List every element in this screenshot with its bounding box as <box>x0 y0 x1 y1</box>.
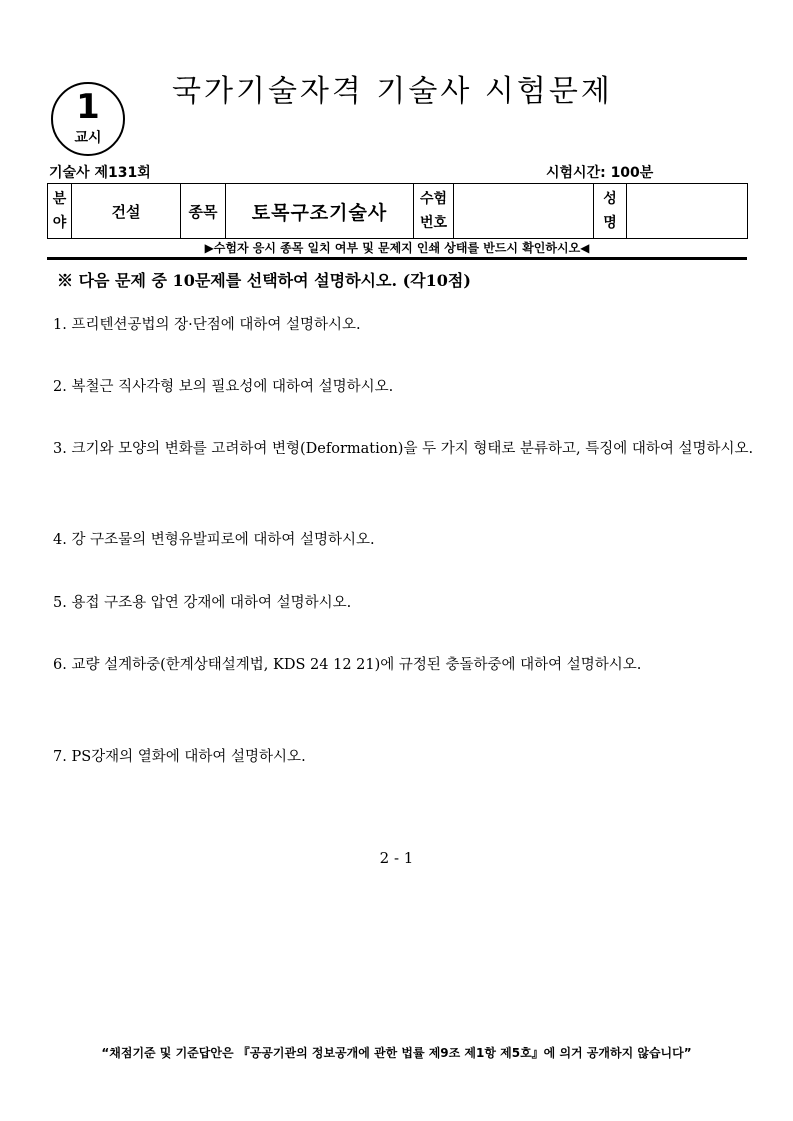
question-text: 크기와 모양의 변화를 고려하여 변형(Deformation)을 두 가지 형태로 분류하고, 특징에 대하여 설명하시오. <box>71 441 754 457</box>
category-value: 토목구조기술사 <box>226 184 414 239</box>
question-item <box>53 651 773 680</box>
name-label-top: 성 <box>603 191 617 207</box>
category-label: 종목 <box>181 184 226 239</box>
question-text: PS강재의 열화에 대하여 설명하시오. <box>71 749 306 765</box>
header-divider <box>47 257 747 260</box>
field-label-bottom: 야 <box>52 215 67 231</box>
instruction-text: ※ 다음 문제 중 10문제를 선택하여 설명하시오. (각10점) <box>57 271 471 290</box>
field-value: 건설 <box>72 184 181 239</box>
session-label: 교시 <box>74 130 102 146</box>
verification-notice: ▶수험자 응시 종목 일치 여부 및 문제지 인쇄 상태를 반드시 확인하시오◀ <box>204 241 590 255</box>
question-number: 4. <box>53 532 67 548</box>
question-item <box>53 311 749 340</box>
question-number: 6. <box>53 657 67 673</box>
question-item <box>53 435 773 464</box>
question-text: 교량 설계하중(한계상태설계법, KDS 24 12 21)에 규정된 충돌하중에 대하여 설명하시오. <box>71 657 642 673</box>
exam-number-label-top: 수험 <box>419 191 448 207</box>
question-text: 프리텐션공법의 장·단점에 대하여 설명하시오. <box>71 317 361 333</box>
session-number: 1 <box>76 87 100 127</box>
name-label-cell <box>594 184 627 239</box>
question-item <box>53 589 749 618</box>
field-label-cell <box>48 184 72 239</box>
exam-header-table <box>47 183 748 239</box>
session-badge <box>51 82 125 156</box>
question-number: 1. <box>53 317 67 333</box>
name-field[interactable] <box>627 184 748 239</box>
question-text: 강 구조물의 변형유발피로에 대하여 설명하시오. <box>71 532 375 548</box>
name-label-bottom: 명 <box>603 215 617 231</box>
exam-number-label-cell <box>414 184 454 239</box>
question-text: 용접 구조용 압연 강재에 대하여 설명하시오. <box>71 595 352 611</box>
exam-title: 국가기술자격 기술사 시험문제 <box>172 74 613 109</box>
question-number: 3. <box>53 441 67 457</box>
footer-disclaimer: “채점기준 및 기준답안은 『공공기관의 정보공개에 관한 법률 제9조 제1항 제5호』에 의거 공개하지 않습니다” <box>101 1046 692 1060</box>
exam-round: 기술사 제131회 <box>49 165 151 181</box>
exam-number-label-bottom: 번호 <box>419 215 448 231</box>
exam-duration: 시험시간: 100분 <box>546 165 654 181</box>
question-item <box>53 373 749 402</box>
question-item <box>53 526 749 555</box>
question-number: 7. <box>53 749 67 765</box>
page-number: 2 - 1 <box>379 849 414 867</box>
question-text: 복철근 직사각형 보의 필요성에 대하여 설명하시오. <box>71 379 394 395</box>
exam-number-field[interactable] <box>454 184 594 239</box>
field-label-top: 분 <box>52 191 67 207</box>
question-item <box>53 743 749 772</box>
question-number: 5. <box>53 595 67 611</box>
question-number: 2. <box>53 379 67 395</box>
